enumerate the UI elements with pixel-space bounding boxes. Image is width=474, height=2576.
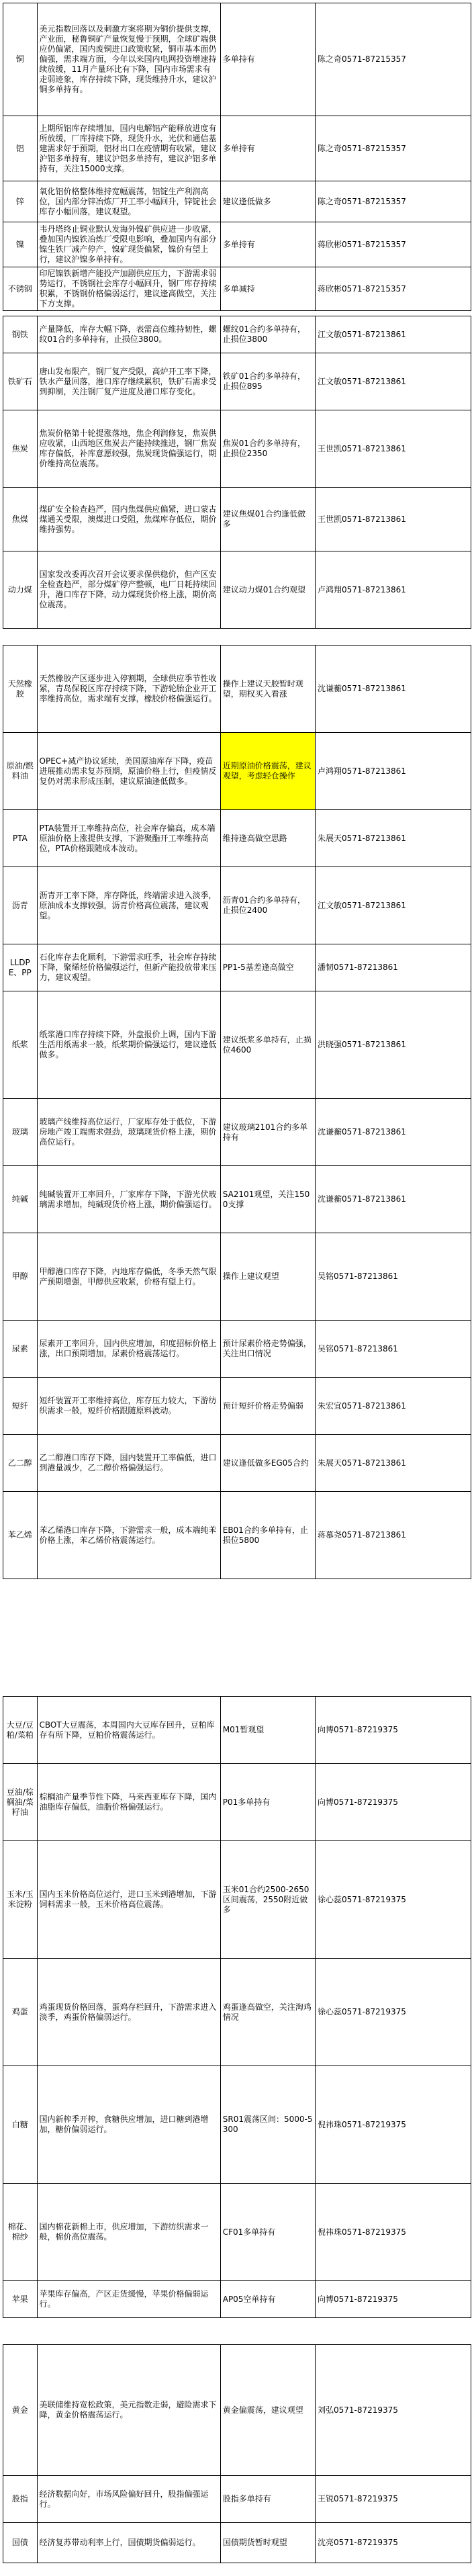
market-analysis: 沥青开工率下降，库存降低，终端需求进入淡季，原油成本支撑较强，沥青价格高位震荡，建议观望。 [37,867,220,944]
commodity-name: PTA [3,810,38,867]
table-row [3,1233,471,1321]
analyst: 陈之奇0571-87215357 [315,3,471,116]
strategy: 建议逢低做多 [220,181,315,222]
strategy: 操作上建议天胶暂时观望，期权买入看涨 [220,646,315,733]
analyst: 江文敏0571-87213861 [315,867,471,944]
market-analysis: 焦炭价格第十轮提涨落地，焦企利润修复，焦炭供应收紧，山西地区焦炭去产能持续推进，钢厂焦炭库存偏低，补库意愿较强，焦炭现货偏强运行，期价维持高位震荡。 [37,410,220,488]
table-row [3,2184,471,2281]
strategy: 维持逢高做空思路 [220,810,315,867]
table-row [3,646,471,733]
analyst: 卢鸿翔0571-87213861 [315,551,471,629]
commodity-name: 不锈钢 [3,267,38,311]
strategy: 国债期货暂时观望 [220,2523,315,2563]
strategy: PP1-5基差逢高做空 [220,944,315,991]
analyst: 蒋慕尧0571-87213861 [315,1492,471,1579]
analyst: 吴铭0571-87213861 [315,1321,471,1378]
strategy: 沥青01合约多单持有，止损位2400 [220,867,315,944]
strategy: 建议逢低做多EG05合约 [220,1435,315,1492]
table-row [3,2523,471,2563]
market-analysis: 纸浆港口库存持续下降，外盘报价上调，国内下游生活用纸需求一般，纸浆期价偏强运行，建议逢低做多。 [37,991,220,1099]
strategy: 多单减持 [220,267,315,311]
strategy: 多单持有 [220,3,315,116]
table-row [3,2066,471,2184]
analyst: 向博0571-87219375 [315,1764,471,1841]
table-row [3,1321,471,1378]
market-analysis: 产量降低，库存大幅下降，表需高位维持韧性，螺纹01合约多单持有，止损位3800。 [37,316,220,353]
commodity-name: 焦煤 [3,488,38,551]
strategy: EB01合约多单持有，止损位5800 [220,1492,315,1579]
market-analysis: 短纤装置开工率维持高位，库存压力较大，下游纺织需求一般，短纤价格跟随原料波动。 [37,1378,220,1435]
analyst: 倪祎珠0571-87219375 [315,2066,471,2184]
table-row [3,1841,471,1959]
market-analysis: 煤矿安全检查趋严，国内焦煤供应偏紧，进口蒙古煤通关受限，澳煤进口受阻，焦煤库存低位，期价维持强势。 [37,488,220,551]
commodity-name: 镍 [3,222,38,267]
strategy: 建议动力煤01合约观望 [220,551,315,629]
table-row [3,991,471,1099]
table-row [3,410,471,488]
market-analysis: 国内棉花新棉上市，供应增加，下游纺织需求一般，棉价高位震荡。 [37,2184,220,2281]
strategy: 铁矿01合约多单持有，止损位895 [220,353,315,410]
market-analysis: 国内新榨季开榨，食糖供应增加，进口糖到港增加，糖价偏弱运行。 [37,2066,220,2184]
analyst: 洪晓强0571-87213861 [315,991,471,1099]
market-analysis: 石化库存去化顺利，下游需求旺季，社会库存持续下降，聚烯烃价格偏强运行，但新产能投放带来压力，建议观望。 [37,944,220,991]
strategy: 建议纸浆多单持有，止损位4600 [220,991,315,1099]
commodity-name: 尿素 [3,1321,38,1378]
table-row [3,867,471,944]
market-analysis: 美元指数回落以及刺激方案将期为铜价提供支撑，产业面，秘鲁铜矿产量恢复慢于预期，全球矿端供应仍偏紧，国内废铜进口政策收紧，铜市基本面仍偏强，需求端方面，今年以来国内电网投资增速持续放缓，11月产量环比有下降，国内市场需求有走弱迹象，库存持续下降，现货维持升水，建议沪铜多单持有。 [37,3,220,116]
analyst: 朱展天0571-87213861 [315,810,471,867]
table-row [3,222,471,267]
commodity-name: 棉花、棉纱 [3,2184,38,2281]
commodity-name: 鸡蛋 [3,1959,38,2066]
strategy: 螺纹01合约多单持有，止损位3800 [220,316,315,353]
analyst: 王世凯0571-87213861 [315,410,471,488]
strategy: 鸡蛋逢高做空，关注淘鸡情况 [220,1959,315,2066]
strategy: 玉米01合约2500-2650区间震荡，2550附近做多 [220,1841,315,1959]
market-analysis: 国内玉米价格高位运行，进口玉米到港增加，下游饲料需求一般，玉米价格高位震荡。 [37,1841,220,1959]
analyst: 蒋欣彬0571-87215357 [315,222,471,267]
table-row [3,1435,471,1492]
strategy: 操作上建议观望 [220,1233,315,1321]
commodity-name: 苹果 [3,2281,38,2318]
strategy: AP05空单持有 [220,2281,315,2318]
analyst: 潘韧0571-87213861 [315,944,471,991]
analyst: 江文敏0571-87213861 [315,316,471,353]
table-row [3,181,471,222]
agri-table [3,1696,471,2318]
market-analysis: CBOT大豆震荡，本周国内大豆库存回升，豆粕库存有所下降，豆粕价格震荡运行。 [37,1697,220,1764]
market-analysis: 纯碱装置开工率回升，厂家库存下降，下游光伏玻璃需求增加，纯碱现货价格上涨，期价偏强运行。 [37,1166,220,1233]
commodity-name: 短纤 [3,1378,38,1435]
strategy: M01暂观望 [220,1697,315,1764]
analyst: 陈之奇0571-87215357 [315,181,471,222]
table-row [3,733,471,810]
strategy: P01多单持有 [220,1764,315,1841]
table-row [3,1099,471,1166]
analyst: 陈之奇0571-87215357 [315,116,471,181]
market-analysis: 棕榈油产量季节性下降，马来西亚库存下降，国内油脂库存偏低，油脂价格偏强运行。 [37,1764,220,1841]
commodity-name: 苯乙烯 [3,1492,38,1579]
analyst: 卢鸿翔0571-87213861 [315,733,471,810]
commodity-name: 锌 [3,181,38,222]
market-analysis: 玻璃产线维持高位运行，厂家库存处于低位，下游房地产竣工端需求强劲，玻璃现货价格上涨，期价高位运行。 [37,1099,220,1166]
commodity-name: 纯碱 [3,1166,38,1233]
table-row [3,1378,471,1435]
table-row [3,1697,471,1764]
commodity-name: 玻璃 [3,1099,38,1166]
commodity-name: 原油/燃料油 [3,733,38,810]
market-analysis: 鸡蛋现货价格回落，蛋鸡存栏回升，下游需求进入淡季，鸡蛋价格偏弱运行。 [37,1959,220,2066]
market-analysis: 经济数据向好，市场风险偏好回升，股指偏强运行。 [37,2476,220,2523]
market-analysis: 经济复苏带动利率上行，国债期货偏弱运行。 [37,2523,220,2563]
table-row [3,316,471,353]
strategy: 建议焦煤01合约逢低做多 [220,488,315,551]
strategy: SR01震荡区间：5000-5300 [220,2066,315,2184]
analyst: 向博0571-87219375 [315,1697,471,1764]
analyst: 吴铭0571-87213861 [315,1233,471,1321]
commodity-name: 黄金 [3,2345,38,2476]
commodity-name: 钢铁 [3,316,38,353]
analyst: 王世凯0571-87213861 [315,488,471,551]
analyst: 徐心蕊0571-87219375 [315,1841,471,1959]
commodity-name: 动力煤 [3,551,38,629]
commodity-name: 白糖 [3,2066,38,2184]
commodity-name: 股指 [3,2476,38,2523]
analyst: 刘弘0571-87219375 [315,2345,471,2476]
commodity-name: 天然橡胶 [3,646,38,733]
market-analysis: 美联储维持宽松政策，美元指数走弱，避险需求下降，黄金价格震荡运行。 [37,2345,220,2476]
analyst: 沈谦蘅0571-87213861 [315,646,471,733]
commodity-name: 沥青 [3,867,38,944]
table-row [3,3,471,116]
table-row [3,551,471,629]
market-analysis: 唐山发布限产，钢厂复产受限，高炉开工率下降，铁水产量回落，港口库存继续累积，铁矿石需求受到抑制，关注钢厂复产进度及港口库存变化。 [37,353,220,410]
market-analysis: 乙二醇港口库存下降，国内装置开工率偏低，进口到港量减少，乙二醇价格偏强运行。 [37,1435,220,1492]
commodity-name: 乙二醇 [3,1435,38,1492]
market-analysis: OPEC+减产协议延续，美国原油库存下降，疫苗进展推动需求复苏预期，原油价格上行，但疫情反复仍对需求形成压制，建议原油逢低做多。 [37,733,220,810]
strategy: SA2101观望，关注1500支撑 [220,1166,315,1233]
strategy: 股指多单持有 [220,2476,315,2523]
commodity-name: 玉米/玉米淀粉 [3,1841,38,1959]
commodity-name: LLDPE、PP [3,944,38,991]
market-analysis: 苯乙烯港口库存下降，下游需求一般，成本端纯苯价格上涨，苯乙烯价格震荡运行。 [37,1492,220,1579]
table-row [3,488,471,551]
black-table [3,316,471,629]
table-row [3,2476,471,2523]
table-row [3,1492,471,1579]
table-row [3,2281,471,2318]
market-analysis: 国家发改委再次召开会议要求保供稳价，但产区安全检查趋严，部分煤矿停产整顿，电厂日耗持续回升，港口库存下降，动力煤现货价格上涨，期价高位震荡。 [37,551,220,629]
strategy: 预计短纤价格走势偏弱 [220,1378,315,1435]
table-row [3,353,471,410]
market-analysis: 氧化铝价格整体维持宽幅震荡，铝锭生产利润高位，国内部分锌冶炼厂开工率小幅回升，锌锭社会库存小幅回落，建议观望。 [37,181,220,222]
table-row [3,944,471,991]
commodity-name: 甲醇 [3,1233,38,1321]
table-row [3,2345,471,2476]
analyst: 沈谦蘅0571-87213861 [315,1099,471,1166]
energy-table [3,645,471,1579]
strategy: CF01多单持有 [220,2184,315,2281]
strategy: 焦炭01合约多单持有，止损位2350 [220,410,315,488]
analyst: 朱宏宜0571-87213861 [315,1378,471,1435]
commodity-name: 纸浆 [3,991,38,1099]
strategy: 多单持有 [220,116,315,181]
market-analysis: 天然橡胶产区逐步进入停割期，全球供应季节性收紧，青岛保税区库存持续下降，下游轮胎企业开工率维持高位，需求端有支撑，橡胶价格偏强运行。 [37,646,220,733]
table-row [3,810,471,867]
strategy: 近期原油价格震荡，建议观望，考虑轻仓操作 [220,733,315,810]
table-row [3,1764,471,1841]
market-analysis: PTA装置开工率维持高位，社会库存偏高，成本端原油价格上涨提供支撑，下游聚酯开工率维持高位，PTA价格跟随成本波动。 [37,810,220,867]
commodity-name: 国债 [3,2523,38,2563]
strategy: 预计尿素价格走势偏强，关注出口情况 [220,1321,315,1378]
table-row [3,267,471,311]
metals-table [3,3,471,311]
strategy: 黄金偏震荡，建议观望 [220,2345,315,2476]
market-analysis: 印尼镍铁新增产能投产加剧供应压力，下游需求弱势运行，不锈钢社会库存小幅回升，钢厂库存持续积累，不锈钢价格偏弱运行，建议逢高做空，关注下方支撑。 [37,267,220,311]
table-row [3,1959,471,2066]
market-analysis: 尿素开工率回升，国内供应增加，印度招标价格上涨，出口预期增加，尿素价格震荡运行。 [37,1321,220,1378]
analyst: 王锐0571-87219375 [315,2476,471,2523]
commodity-name: 焦炭 [3,410,38,488]
analyst: 徐心蕊0571-87219375 [315,1959,471,2066]
commodity-name: 铜 [3,3,38,116]
analyst: 江文敏0571-87213861 [315,353,471,410]
finance-table [3,2344,471,2563]
table-row [3,116,471,181]
analyst: 沈谦蘅0571-87213861 [315,1166,471,1233]
market-analysis: 苹果库存偏高，产区走货缓慢，苹果价格偏弱运行。 [37,2281,220,2318]
market-analysis: 甲醇港口库存下降，内地库存偏低，冬季天然气限产预期增强，甲醇供应收紧，价格有望上行。 [37,1233,220,1321]
analyst: 沈亮0571-87219375 [315,2523,471,2563]
strategy: 建议玻璃2101合约多单持有 [220,1099,315,1166]
commodity-name: 铝 [3,116,38,181]
commodity-name: 大豆/豆粕/菜粕 [3,1697,38,1764]
analyst: 向博0571-87219375 [315,2281,471,2318]
market-analysis: 上期所铝库存续增加，国内电解铝产能释放进度有所放缓，厂库持续下降，现货升水，光伏和通信基建需求好于预期，铝材出口在疫情期有收紧，建议沪铝多单持有，建议沪铝多单持有，建议沪铝多单持有，关注15000支撑。 [37,116,220,181]
market-analysis: 韦丹塔终止铜业默认发海外镍矿供应进一步收紧，叠加国内镍铁冶炼厂受限电影响，叠加国内有部分镍生铁厂减产停产，镍矿现货偏紧，镍价有望上行，建议沪镍多单持有。 [37,222,220,267]
table-row [3,1166,471,1233]
commodity-name: 铁矿石 [3,353,38,410]
commodity-name: 豆油/棕榈油/菜籽油 [3,1764,38,1841]
analyst: 朱展天0571-87213861 [315,1435,471,1492]
strategy: 多单持有 [220,222,315,267]
analyst: 倪祎珠0571-87219375 [315,2184,471,2281]
analyst: 蒋欣彬0571-87215357 [315,267,471,311]
